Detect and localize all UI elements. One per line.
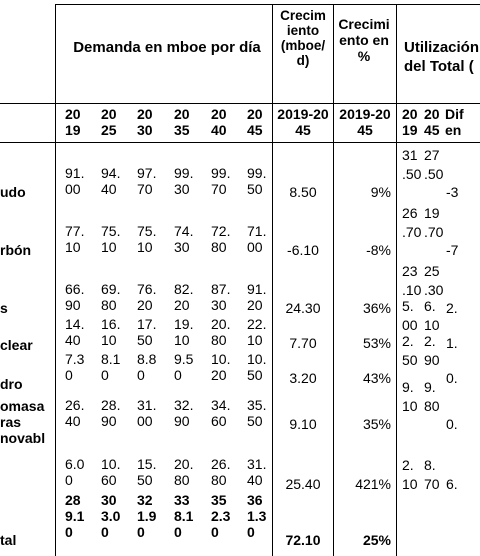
row-label: clear bbox=[0, 337, 33, 353]
demand-value: 8.8 0 bbox=[137, 351, 157, 383]
demand-value: 15. 50 bbox=[137, 456, 157, 488]
demand-value: 10. 60 bbox=[101, 456, 121, 488]
diff-value: -3 bbox=[446, 184, 459, 200]
growth-value: -6.10 bbox=[287, 242, 319, 258]
year-header: 20 40 bbox=[211, 106, 227, 138]
year-header: 20 35 bbox=[174, 106, 190, 138]
demand-value: 26. 40 bbox=[65, 397, 85, 429]
table-top-border bbox=[55, 4, 480, 5]
demand-value: 69. 80 bbox=[101, 281, 121, 313]
demand-value: 99. 30 bbox=[174, 165, 194, 197]
growth-pct-value: 25% bbox=[362, 532, 391, 548]
demand-value: 19. 10 bbox=[174, 316, 194, 348]
range-header-growth: 2019-2045 bbox=[277, 106, 329, 138]
share-2019-value: 26 .70 bbox=[402, 205, 422, 240]
row-label: dro bbox=[0, 376, 23, 392]
growth-value: 7.70 bbox=[289, 335, 317, 351]
share-2045-value: 9. 80 bbox=[424, 379, 440, 414]
demand-value: 34. 60 bbox=[211, 397, 231, 429]
diff-value: 2. bbox=[446, 300, 458, 316]
growth-pct-header: Crecimiento en % bbox=[338, 16, 390, 64]
year-header: 20 45 bbox=[247, 106, 263, 138]
demand-value: 10. 20 bbox=[211, 351, 231, 383]
demand-value: 33 8.1 0 bbox=[174, 492, 194, 540]
year-header: 20 30 bbox=[137, 106, 153, 138]
demand-header: Demanda en mboe por día bbox=[73, 39, 261, 56]
demand-value: 76. 20 bbox=[137, 281, 157, 313]
share-2045-value: 6. 10 bbox=[424, 298, 440, 333]
demand-value: 20. 80 bbox=[174, 456, 194, 488]
years-bottom-border bbox=[0, 142, 480, 143]
diff-header: Dif en bbox=[445, 106, 464, 138]
row-label: omasa ras novabl bbox=[0, 398, 46, 446]
demand-value: 17. 50 bbox=[137, 316, 157, 348]
share-2045-value: 2. 90 bbox=[424, 333, 440, 368]
demand-value: 31. 00 bbox=[137, 397, 157, 429]
diff-value: -7 bbox=[446, 242, 459, 258]
demand-value: 28 9.1 0 bbox=[65, 492, 85, 540]
share-2045-value: 25 .30 bbox=[424, 263, 444, 298]
demand-value: 91. 00 bbox=[65, 165, 85, 197]
demand-value: 10. 50 bbox=[247, 351, 267, 383]
demand-value: 75. 10 bbox=[137, 223, 157, 255]
demand-value: 26. 80 bbox=[211, 456, 231, 488]
demand-value: 30 3.0 0 bbox=[101, 492, 121, 540]
share-2019-value: 9. 10 bbox=[402, 379, 418, 414]
demand-value: 8.1 0 bbox=[101, 351, 121, 383]
share-2045-value: 19 .70 bbox=[424, 205, 444, 240]
demand-value: 99. 50 bbox=[247, 165, 267, 197]
share-year-header: 20 19 bbox=[402, 106, 418, 138]
vline-1 bbox=[55, 4, 56, 556]
demand-value: 14. 40 bbox=[65, 316, 85, 348]
vline-4 bbox=[396, 4, 397, 556]
growth-value: 8.50 bbox=[289, 184, 317, 200]
growth-value: 72.10 bbox=[285, 532, 321, 548]
demand-value: 6.0 0 bbox=[65, 456, 85, 488]
demand-value: 66. 90 bbox=[65, 281, 85, 313]
demand-value: 7.3 0 bbox=[65, 351, 85, 383]
year-header: 20 19 bbox=[65, 106, 81, 138]
demand-value: 16. 10 bbox=[101, 316, 121, 348]
demand-value: 72. 80 bbox=[211, 223, 231, 255]
row-label: udo bbox=[0, 184, 26, 200]
header-bottom-border bbox=[0, 103, 480, 104]
growth-pct-value: 36% bbox=[362, 300, 391, 316]
demand-value: 77. 10 bbox=[65, 223, 85, 255]
growth-value: 24.30 bbox=[285, 300, 321, 316]
share-2045-value: 27 .50 bbox=[424, 147, 444, 182]
demand-value: 35. 50 bbox=[247, 397, 267, 429]
growth-value: 25.40 bbox=[285, 476, 321, 492]
growth-pct-value: 9% bbox=[370, 184, 391, 200]
demand-value: 97. 70 bbox=[137, 165, 157, 197]
row-label: s bbox=[0, 300, 8, 316]
demand-value: 35 2.3 0 bbox=[211, 492, 231, 540]
growth-pct-value: 43% bbox=[362, 370, 391, 386]
share-header: Utilización del Total ( bbox=[404, 39, 480, 75]
diff-value: 6. bbox=[446, 476, 458, 492]
year-header: 20 25 bbox=[101, 106, 117, 138]
share-2019-value: 5. 00 bbox=[402, 298, 418, 333]
demand-value: 20. 80 bbox=[211, 316, 231, 348]
share-2045-value: 8. 70 bbox=[424, 457, 440, 492]
demand-value: 74. 30 bbox=[174, 223, 194, 255]
share-2019-value: 23 .10 bbox=[402, 263, 422, 298]
share-2019-value: 31 .50 bbox=[402, 147, 422, 182]
demand-value: 28. 90 bbox=[101, 397, 121, 429]
demand-value: 99. 70 bbox=[211, 165, 231, 197]
demand-value: 31. 40 bbox=[247, 456, 267, 488]
share-2019-value: 2. 10 bbox=[402, 457, 418, 492]
demand-value: 82. 20 bbox=[174, 281, 194, 313]
growth-mboe-header: Crecimiento (mboe/d) bbox=[280, 8, 326, 68]
demand-value: 75. 10 bbox=[101, 223, 121, 255]
row-label: tal bbox=[0, 532, 17, 548]
demand-value: 71. 00 bbox=[247, 223, 267, 255]
demand-value: 94. 40 bbox=[101, 165, 121, 197]
demand-value: 87. 30 bbox=[211, 281, 231, 313]
diff-value: 0. bbox=[446, 416, 458, 432]
demand-value: 32 1.9 0 bbox=[137, 492, 157, 540]
row-label: rbón bbox=[0, 242, 32, 258]
growth-value: 9.10 bbox=[289, 416, 317, 432]
demand-value: 32. 90 bbox=[174, 397, 194, 429]
growth-pct-value: 53% bbox=[362, 335, 391, 351]
diff-value: 1. bbox=[446, 335, 458, 351]
range-header-pct: 2019-2045 bbox=[339, 106, 391, 138]
share-2019-value: 2. 50 bbox=[402, 333, 418, 368]
vline-3 bbox=[333, 4, 334, 556]
demand-value: 9.5 0 bbox=[174, 351, 194, 383]
growth-pct-value: 421% bbox=[355, 476, 391, 492]
demand-value: 91. 20 bbox=[247, 281, 267, 313]
demand-value: 36 1.3 0 bbox=[247, 492, 267, 540]
demand-value: 22. 10 bbox=[247, 316, 267, 348]
growth-value: 3.20 bbox=[289, 370, 317, 386]
share-year-header: 20 45 bbox=[424, 106, 440, 138]
growth-pct-value: 35% bbox=[362, 416, 391, 432]
diff-value: 0. bbox=[446, 370, 458, 386]
growth-pct-value: -8% bbox=[366, 242, 391, 258]
